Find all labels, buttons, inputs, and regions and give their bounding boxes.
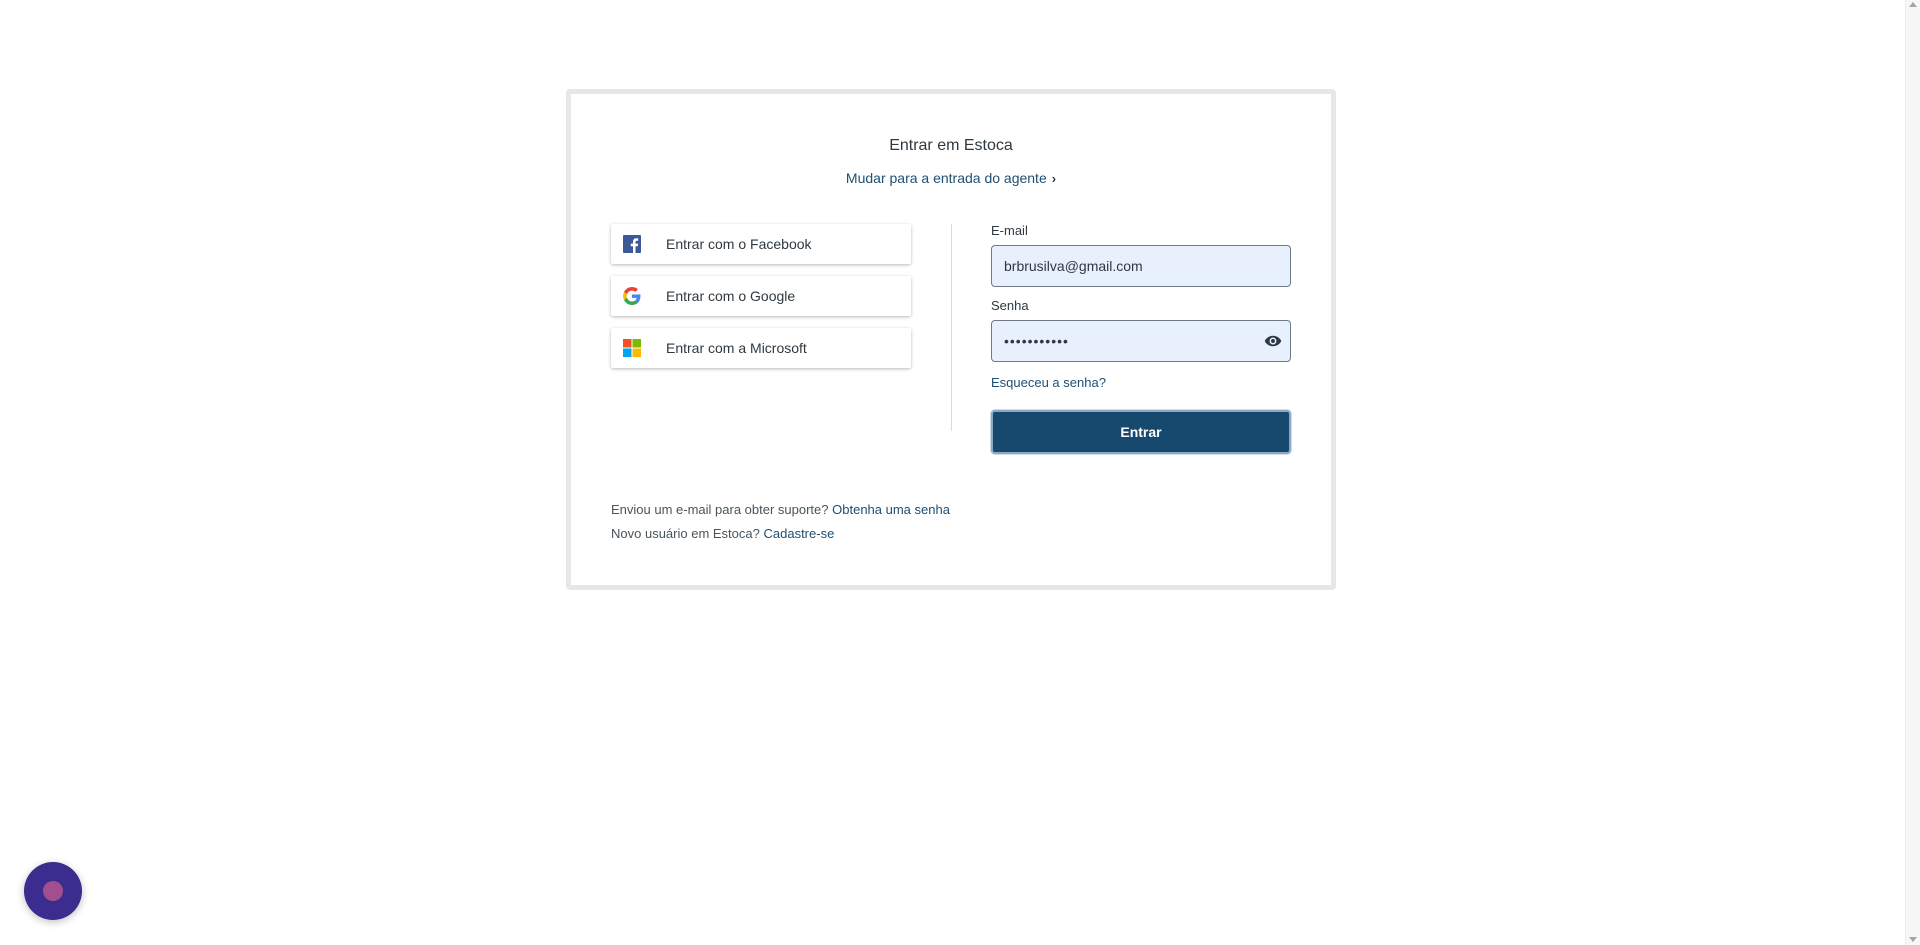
password-label: Senha bbox=[991, 298, 1029, 313]
facebook-login-button[interactable] bbox=[611, 224, 911, 264]
footer-links bbox=[611, 498, 950, 546]
facebook-login-label: Entrar com o Facebook bbox=[666, 236, 812, 252]
scroll-down-icon[interactable] bbox=[1909, 937, 1917, 942]
microsoft-login-button[interactable] bbox=[611, 328, 911, 368]
chat-launcher-button[interactable] bbox=[24, 862, 82, 920]
forgot-password-link[interactable]: Esqueceu a senha? bbox=[991, 375, 1106, 390]
support-text: Enviou um e-mail para obter suporte? bbox=[611, 502, 829, 517]
chevron-right-icon: › bbox=[1051, 171, 1057, 186]
facebook-icon bbox=[623, 235, 641, 253]
agent-signin-link-label: Mudar para a entrada do agente bbox=[845, 170, 1047, 186]
google-login-label: Entrar com o Google bbox=[666, 288, 796, 304]
login-card bbox=[566, 89, 1336, 590]
agent-signin-link[interactable] bbox=[571, 170, 1331, 186]
page-title: Entrar em Estoca bbox=[889, 137, 1013, 154]
google-icon bbox=[623, 287, 641, 305]
signup-line bbox=[611, 522, 950, 546]
microsoft-login-label: Entrar com a Microsoft bbox=[666, 340, 807, 356]
password-field[interactable] bbox=[992, 321, 1290, 361]
email-field[interactable] bbox=[992, 246, 1290, 286]
scroll-up-icon[interactable] bbox=[1909, 2, 1917, 7]
microsoft-icon bbox=[623, 339, 641, 357]
password-field-wrapper bbox=[991, 320, 1291, 362]
chat-icon bbox=[43, 881, 63, 901]
email-field-wrapper bbox=[991, 245, 1291, 287]
google-login-button[interactable] bbox=[611, 276, 911, 316]
signin-button[interactable]: Entrar bbox=[991, 410, 1291, 454]
column-divider bbox=[951, 224, 952, 431]
email-label: E-mail bbox=[991, 223, 1028, 238]
support-line bbox=[611, 498, 950, 522]
signup-link[interactable]: Cadastre-se bbox=[763, 526, 835, 541]
page-scrollbar[interactable] bbox=[1905, 0, 1920, 945]
get-password-link[interactable]: Obtenha uma senha bbox=[832, 502, 950, 517]
signup-text: Novo usuário em Estoca? bbox=[611, 526, 760, 541]
social-login-group bbox=[611, 224, 911, 380]
eye-icon[interactable] bbox=[1264, 333, 1282, 349]
login-form bbox=[991, 223, 1291, 454]
